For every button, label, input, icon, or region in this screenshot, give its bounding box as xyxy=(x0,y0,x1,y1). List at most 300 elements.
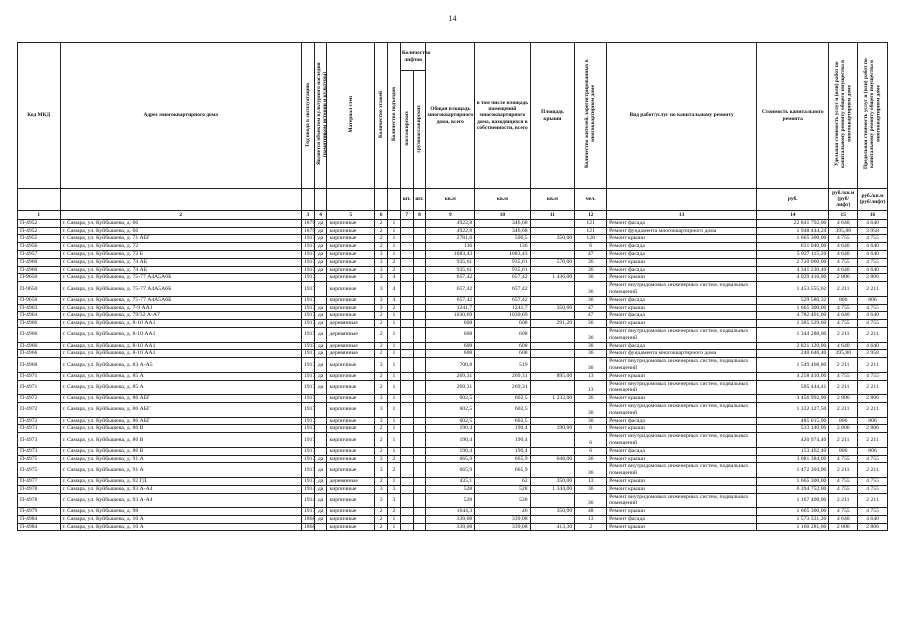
table-cell: г. Самара, ул. Куйбышева, д. 8-10 АА1 xyxy=(60,342,301,350)
table-cell xyxy=(314,523,327,531)
table-cell: Ремонт крыши xyxy=(607,320,757,328)
table-cell: Ремонт фасада xyxy=(607,312,757,320)
table-cell: 1241,7 xyxy=(426,304,475,312)
table-cell: 36 xyxy=(575,350,607,358)
table-cell: 2 821 120,00 xyxy=(757,342,829,350)
table-cell: 631 040,00 xyxy=(757,243,829,251)
table-cell: 4 755 xyxy=(858,485,888,493)
table-cell xyxy=(413,455,426,463)
table-cell xyxy=(530,296,575,304)
table-row xyxy=(18,493,888,508)
header-freight-lifts: грузопассажирских xyxy=(413,71,426,189)
table-row xyxy=(18,296,888,304)
table-cell: 602,5 xyxy=(475,395,530,403)
table-cell: 4 755 xyxy=(858,508,888,516)
table-cell xyxy=(413,312,426,320)
table-cell: 4 782 401,60 xyxy=(757,312,829,320)
table-cell: 3 xyxy=(375,402,388,417)
table-cell: 1 xyxy=(388,425,401,433)
table-cell: 136 xyxy=(475,243,530,251)
table-cell: г. Самара, ул. Куйбышева, д. 83 А-А5 xyxy=(60,358,301,373)
table-cell: 190,4 xyxy=(426,425,475,433)
table-cell: да xyxy=(314,251,327,259)
table-cell: 1 472 304,90 xyxy=(757,463,829,478)
table-cell: 2 xyxy=(375,380,388,395)
table-cell: 3 081 384,00 xyxy=(757,455,829,463)
table-cell: 36 xyxy=(575,258,607,266)
table-cell: 339,08 xyxy=(426,515,475,523)
table-cell xyxy=(413,258,426,266)
header-passenger-lifts: пассажирских xyxy=(400,71,413,189)
table-cell: Ремонт крыши xyxy=(607,258,757,266)
table-cell: 1917 xyxy=(301,447,314,455)
table-cell: 2 xyxy=(575,523,607,531)
table-cell: 2 211 xyxy=(829,463,858,478)
table-cell: 3 xyxy=(375,274,388,282)
table-cell xyxy=(530,227,575,235)
table-row xyxy=(18,380,888,395)
table-cell xyxy=(413,433,426,448)
table-cell: П-4975 xyxy=(18,463,61,478)
table-cell: 806 xyxy=(829,417,858,425)
table-cell: П-4972 xyxy=(18,417,61,425)
table-cell: 665,9 xyxy=(426,455,475,463)
table-cell: 3 xyxy=(375,251,388,259)
table-cell xyxy=(413,380,426,395)
table-cell: да xyxy=(314,243,327,251)
table-cell: 3 xyxy=(375,282,388,297)
table-cell: 36 xyxy=(575,417,607,425)
table-cell: 1917 xyxy=(301,312,314,320)
table-cell: 1917 xyxy=(301,235,314,243)
table-cell: 350,00 xyxy=(530,477,575,485)
table-cell: 657,42 xyxy=(426,274,475,282)
table-cell: кирпичные xyxy=(327,274,375,282)
table-cell: 4 755 xyxy=(829,455,858,463)
table-cell xyxy=(413,243,426,251)
table-cell: 4 029 416,00 xyxy=(757,274,829,282)
table-cell: Ремонт фасада xyxy=(607,219,757,227)
table-cell: 190,4 xyxy=(475,447,530,455)
table-cell: 485 615,00 xyxy=(757,417,829,425)
table-cell: П-9650 xyxy=(18,274,61,282)
table-cell: 1 665 300,00 xyxy=(757,235,829,243)
table-cell: 2 xyxy=(375,342,388,350)
table-cell: 1917 xyxy=(301,350,314,358)
table-cell: П-4963 xyxy=(18,304,61,312)
table-cell: Ремонт внутридомовых инженерных систем, подвальных помещений xyxy=(607,463,757,478)
header-cost: Стоимость капитального ремонта xyxy=(757,43,829,189)
table-cell xyxy=(400,243,413,251)
table-cell: П-9650 xyxy=(18,282,61,297)
table-cell: 13 xyxy=(575,515,607,523)
table-cell: 4 341 230,40 xyxy=(757,266,829,274)
table-cell: 602,5 xyxy=(426,395,475,403)
table-cell xyxy=(400,342,413,350)
table-cell: 2 211 xyxy=(858,402,888,417)
table-cell xyxy=(400,274,413,282)
table-cell xyxy=(413,251,426,259)
table-cell: г. Самара, ул. Куйбышева, д. 75-77 А4А5А6Б xyxy=(60,274,301,282)
table-cell: 2 211 xyxy=(829,282,858,297)
table-cell: 3 xyxy=(375,266,388,274)
table-cell: 1 xyxy=(388,380,401,395)
table-cell: 1 xyxy=(388,402,401,417)
table-cell: кирпичные xyxy=(327,312,375,320)
table-cell: 3 xyxy=(375,296,388,304)
table-cell: Ремонт фундамента многоквартирного дома xyxy=(607,227,757,235)
table-cell xyxy=(400,523,413,531)
table-cell: 2 xyxy=(375,327,388,342)
table-row xyxy=(18,463,888,478)
table-cell: 1 665 300,00 xyxy=(757,508,829,516)
table-cell: 1917 xyxy=(301,358,314,373)
table-cell: 4922,8 xyxy=(426,219,475,227)
table-cell: П-4952 xyxy=(18,219,61,227)
table-cell: П-4975 xyxy=(18,455,61,463)
table-cell xyxy=(413,227,426,235)
table-cell: 2 211 xyxy=(829,380,858,395)
table-cell: 4 640 xyxy=(858,266,888,274)
table-cell: 36 xyxy=(575,485,607,493)
table-cell: 3 xyxy=(375,417,388,425)
header-floors: Количество этажей xyxy=(375,43,388,189)
table-cell: 806 xyxy=(829,447,858,455)
table-cell: 1917 xyxy=(301,320,314,328)
table-cell xyxy=(400,493,413,508)
table-cell xyxy=(314,296,327,304)
table-cell: 4 755 xyxy=(829,258,858,266)
table-cell: 1917 xyxy=(301,417,314,425)
table-cell: 4922,8 xyxy=(426,227,475,235)
table-cell: П-4978 xyxy=(18,485,61,493)
table-cell: П-4968 xyxy=(18,358,61,373)
table-cell: 608 xyxy=(475,327,530,342)
table-cell: 1868 xyxy=(301,515,314,523)
table-cell: 36 xyxy=(575,266,607,274)
table-cell: 6 394 752,00 xyxy=(757,485,829,493)
table-cell: 4 755 xyxy=(858,477,888,485)
table-cell xyxy=(400,417,413,425)
table-cell: 657,42 xyxy=(475,282,530,297)
table-cell: П-4973 xyxy=(18,447,61,455)
table-cell: 2 xyxy=(375,523,388,531)
table-cell: 6 xyxy=(575,433,607,448)
table-cell: 47 xyxy=(575,312,607,320)
table-cell: 4 755 xyxy=(829,485,858,493)
table-cell: 2 xyxy=(375,235,388,243)
table-cell: Ремонт внутридомовых инженерных систем, подвальных помещений xyxy=(607,327,757,342)
header-year: Год ввода в эксплуатацию xyxy=(301,43,314,189)
table-cell: 657,42 xyxy=(426,282,475,297)
table-cell: П-4966 xyxy=(18,342,61,350)
table-cell: кирпичные xyxy=(327,235,375,243)
table-cell: 413,30 xyxy=(530,523,575,531)
table-cell: 3 xyxy=(375,258,388,266)
table-cell: 1 573 331,20 xyxy=(757,515,829,523)
table-cell: П-4984 xyxy=(18,515,61,523)
table-cell: кирпичные xyxy=(327,493,375,508)
table-cell: да xyxy=(314,455,327,463)
table-cell: Ремонт крыши xyxy=(607,274,757,282)
table-cell: 4 755 xyxy=(829,235,858,243)
table-cell: 1 xyxy=(388,515,401,523)
table-cell xyxy=(400,515,413,523)
table-cell: 3 xyxy=(375,395,388,403)
table-cell: 4 640 xyxy=(858,342,888,350)
table-row xyxy=(18,304,888,312)
table-cell: 269,31 xyxy=(426,372,475,380)
table-cell: да xyxy=(314,350,327,358)
table-cell xyxy=(400,477,413,485)
table-cell: 36 xyxy=(575,327,607,342)
table-cell xyxy=(400,227,413,235)
table-cell: кирпичные xyxy=(327,417,375,425)
table-cell xyxy=(530,327,575,342)
table-cell xyxy=(413,342,426,350)
header-owned-area: в том числе площадь помещений многоквартирного дома, находящихся в собственности, всего xyxy=(475,43,530,189)
table-cell: кирпичные xyxy=(327,402,375,417)
table-cell: 1 160 281,60 xyxy=(757,523,829,531)
table-cell: кирпичные xyxy=(327,243,375,251)
table-row xyxy=(18,395,888,403)
table-row xyxy=(18,358,888,373)
table-row xyxy=(18,251,888,259)
header-wall-material: Материал стен xyxy=(327,43,375,189)
table-cell: 1 xyxy=(388,342,401,350)
table-cell: 1914 xyxy=(301,493,314,508)
table-cell: 1 xyxy=(388,477,401,485)
table-cell: кирпичные xyxy=(327,296,375,304)
table-cell: г. Самара, ул. Куйбышева, д. 85 А xyxy=(60,372,301,380)
table-cell: да xyxy=(314,358,327,373)
table-cell: 608 xyxy=(475,342,530,350)
table-cell: 1917 xyxy=(301,342,314,350)
table-cell: 3 xyxy=(375,358,388,373)
table-cell: Ремонт фасада xyxy=(607,266,757,274)
table-cell: 2 xyxy=(375,312,388,320)
table-cell xyxy=(314,395,327,403)
table-cell: 2 xyxy=(388,455,401,463)
table-cell xyxy=(530,463,575,478)
table-cell: 2 211 xyxy=(858,433,888,448)
table-cell: да xyxy=(314,258,327,266)
table-cell: 2 xyxy=(375,243,388,251)
table-cell: 269,31 xyxy=(475,372,530,380)
table-cell xyxy=(413,282,426,297)
table-cell: П-4973 xyxy=(18,433,61,448)
table-cell: 2 211 xyxy=(858,282,888,297)
table-cell: г. Самара, ул. Куйбышева, д. 91 А xyxy=(60,455,301,463)
table-cell: 190,00 xyxy=(530,425,575,433)
table-cell: кирпичные xyxy=(327,447,375,455)
table-cell: г. Самара, ул. Куйбышева, д. 74 АБ xyxy=(60,266,301,274)
table-cell: 1 232,00 xyxy=(530,395,575,403)
table-cell: 657,42 xyxy=(475,274,530,282)
table-cell: 1917 xyxy=(301,266,314,274)
table-cell xyxy=(400,463,413,478)
table-cell: 2 xyxy=(375,219,388,227)
table-cell xyxy=(413,274,426,282)
table-cell: 62 xyxy=(475,477,530,485)
table-cell: 665,9 xyxy=(426,463,475,478)
table-cell: П-4971 xyxy=(18,380,61,395)
table-cell: 339,08 xyxy=(426,523,475,531)
table-cell: П-4966 xyxy=(18,320,61,328)
table-cell: да xyxy=(314,463,327,478)
table-cell xyxy=(530,251,575,259)
table-cell: П-4966 xyxy=(18,350,61,358)
table-row xyxy=(18,485,888,493)
table-cell: да xyxy=(314,227,327,235)
table-cell: 2 806 xyxy=(858,425,888,433)
table-cell: 36 xyxy=(575,493,607,508)
table-row xyxy=(18,402,888,417)
table-cell xyxy=(413,425,426,433)
table-cell: 1917 xyxy=(301,463,314,478)
table-cell: 1 xyxy=(388,523,401,531)
table-cell: да xyxy=(314,304,327,312)
table-cell: 350,00 xyxy=(530,304,575,312)
table-cell: 657,42 xyxy=(475,296,530,304)
table-cell: Ремонт внутридомовых инженерных систем, подвальных помещений xyxy=(607,402,757,417)
table-cell: г. Самара, ул. Куйбышева, д. 85 А xyxy=(60,380,301,395)
table-cell: 2 xyxy=(388,463,401,478)
table-cell: 1083,43 xyxy=(426,251,475,259)
table-cell: 2 xyxy=(375,433,388,448)
table-cell: 1 385 529,60 xyxy=(757,320,829,328)
table-cell: 4 755 xyxy=(829,508,858,516)
table-cell: 1 436,00 xyxy=(530,274,575,282)
table-cell: Ремонт крыши xyxy=(607,372,757,380)
table-cell: кирпичные xyxy=(327,515,375,523)
table-cell xyxy=(530,312,575,320)
table-cell: 1 xyxy=(388,433,401,448)
table-cell: да xyxy=(314,372,327,380)
table-cell: кирпичные xyxy=(327,425,375,433)
table-cell: 2 211 xyxy=(858,463,888,478)
table-cell: 1917 xyxy=(301,508,314,516)
table-cell: 4 640 xyxy=(858,219,888,227)
table-cell xyxy=(530,447,575,455)
table-cell: П-9650 xyxy=(18,296,61,304)
table-cell: г. Самара, ул. Куйбышева, д. 93 А-А4 xyxy=(60,485,301,493)
table-cell: Ремонт крыши xyxy=(607,523,757,531)
table-cell: П-4984 xyxy=(18,523,61,531)
table-cell xyxy=(314,402,327,417)
table-cell: 4 640 xyxy=(829,312,858,320)
table-cell: 657,42 xyxy=(426,296,475,304)
header-max-cost: Предельная стоимость услуг и (или) работ по капитальному ремонту общего имущества в многоквартирном доме xyxy=(858,43,888,189)
header-unit-cost: Удельная стоимость услуг и (или) работ по капитальному ремонту общего имущества в многоквартирном доме xyxy=(829,43,858,189)
table-cell: 1 948 444,24 xyxy=(757,227,829,235)
table-cell: 1 xyxy=(388,395,401,403)
table-cell: 2 211 xyxy=(829,327,858,342)
table-cell: Ремонт фасада xyxy=(607,342,757,350)
table-cell: 435,1 xyxy=(426,477,475,485)
table-cell: кирпичные xyxy=(327,485,375,493)
table-row xyxy=(18,235,888,243)
table-cell: 1 xyxy=(388,251,401,259)
table-cell: кирпичные xyxy=(327,358,375,373)
table-cell: кирпичные xyxy=(327,372,375,380)
table-cell: П-4966 xyxy=(18,327,61,342)
table-cell xyxy=(413,296,426,304)
table-cell: 1917 xyxy=(301,425,314,433)
table-cell: 2 xyxy=(375,508,388,516)
table-cell: 46 xyxy=(475,508,530,516)
table-cell xyxy=(400,296,413,304)
table-cell: 506,5 xyxy=(475,235,530,243)
table-cell: 602,5 xyxy=(475,417,530,425)
table-cell: 4 xyxy=(388,296,401,304)
table-cell: 346,68 xyxy=(475,219,530,227)
table-cell xyxy=(530,380,575,395)
table-cell: да xyxy=(314,477,327,485)
table-cell xyxy=(413,350,426,358)
table-cell: П-4952 xyxy=(18,227,61,235)
table-cell xyxy=(413,395,426,403)
table-cell xyxy=(400,235,413,243)
table-row xyxy=(18,243,888,251)
table-cell: 121 xyxy=(575,219,607,227)
table-cell: 2 211 xyxy=(829,402,858,417)
table-row xyxy=(18,327,888,342)
table-row xyxy=(18,350,888,358)
table-cell xyxy=(400,350,413,358)
table-cell: 2 211 xyxy=(858,327,888,342)
table-cell: 1 xyxy=(388,417,401,425)
table-cell: 2 806 xyxy=(829,425,858,433)
table-cell: 2 xyxy=(388,258,401,266)
table-cell: 3 958 xyxy=(858,350,888,358)
table-cell: да xyxy=(314,493,327,508)
table-cell xyxy=(400,395,413,403)
table-cell: Ремонт крыши xyxy=(607,455,757,463)
table-cell: 4 258 410,00 xyxy=(757,372,829,380)
table-cell: Ремонт внутридомовых инженерных систем, подвальных помещений xyxy=(607,380,757,395)
table-cell: 1 xyxy=(388,235,401,243)
table-cell: 608 xyxy=(426,320,475,328)
table-cell: 1870 xyxy=(301,219,314,227)
table-cell: кирпичные xyxy=(327,219,375,227)
table-cell xyxy=(314,433,327,448)
table-cell: г. Самара, ул. Куйбышева, д. 8-10 АА1 xyxy=(60,350,301,358)
table-cell: 2 710 060,00 xyxy=(757,258,829,266)
table-cell: 6 xyxy=(575,425,607,433)
table-cell: 608 xyxy=(475,350,530,358)
table-cell xyxy=(413,266,426,274)
table-cell: 595 444,41 xyxy=(757,380,829,395)
table-cell: 1917 xyxy=(301,243,314,251)
table-cell: 2 xyxy=(375,372,388,380)
table-cell: г. Самара, ул. Куйбышева, д. 86 АБГ xyxy=(60,417,301,425)
table-row xyxy=(18,508,888,516)
units-row: шт. шт. кв.м кв.м кв.м чел. руб. руб./кв.м (руб/лифт) руб./кв.м (руб/лифт) xyxy=(18,189,888,211)
table-cell: 608 xyxy=(426,342,475,350)
table-cell xyxy=(314,447,327,455)
table-cell: 1 xyxy=(388,358,401,373)
table-cell: 806 xyxy=(858,417,888,425)
capital-repair-table xyxy=(17,42,888,531)
table-row xyxy=(18,282,888,297)
table-cell xyxy=(400,219,413,227)
table-cell: 4 640 xyxy=(829,219,858,227)
table-cell: да xyxy=(314,327,327,342)
table-cell: 2 211 xyxy=(829,358,858,373)
table-cell xyxy=(400,304,413,312)
table-cell: г. Самара, ул. Куйбышева, д. 8-10 АА1 xyxy=(60,327,301,342)
